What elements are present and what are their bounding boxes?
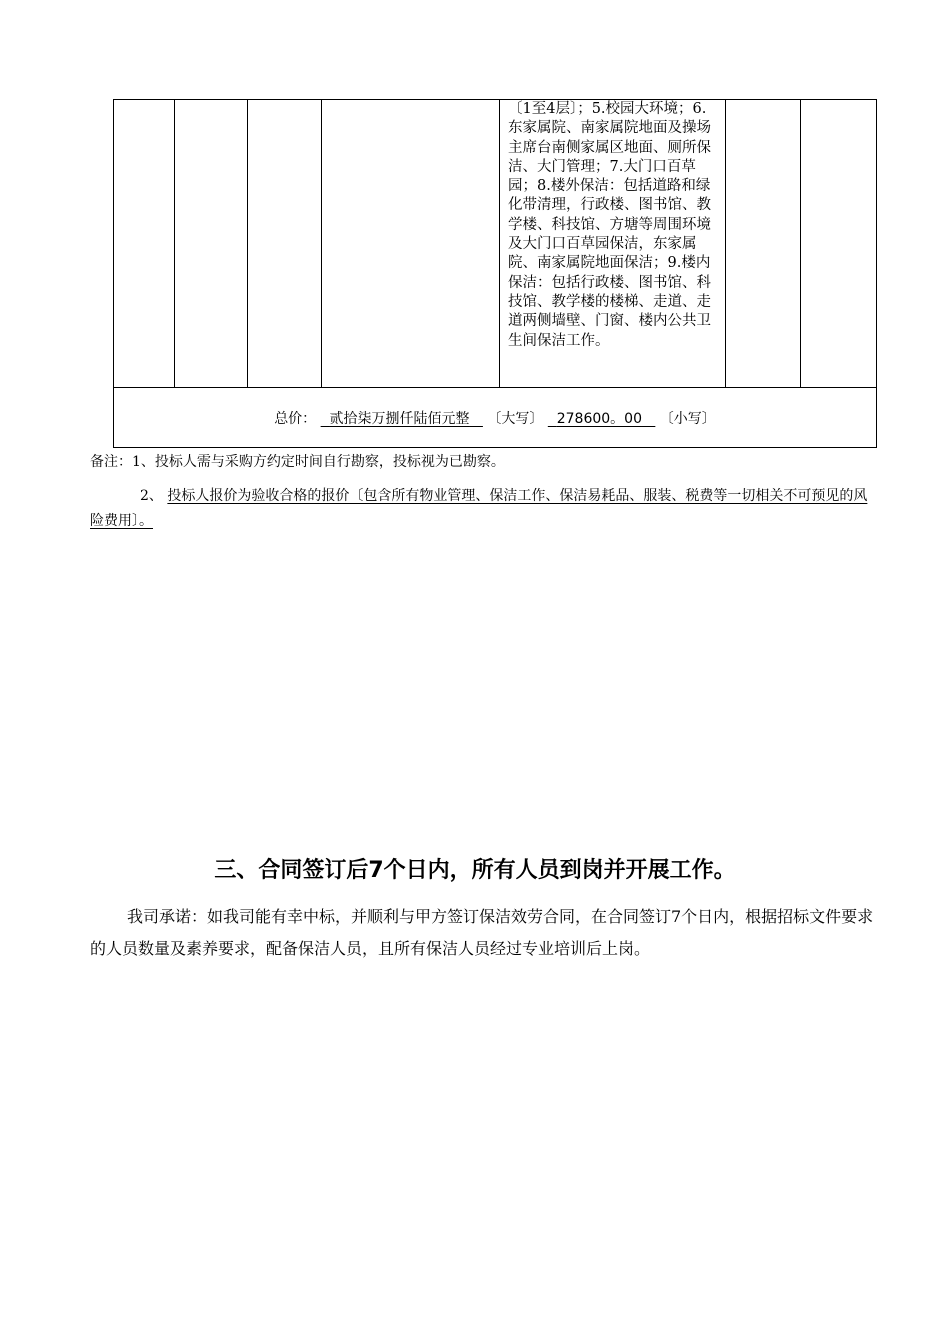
total-price-cell [114, 388, 877, 448]
service-description-cell: 〔1至4层〕；5.校园大环境；6.东家属院、南家属院地面及操场主席台南侧家属区地面、厕所保洁、大门管理；7.大门口百草园；8.楼外保洁：包括道路和绿化带清理，行政楼、图书馆、教学楼、科技馆、方塘等周围环境及大门口百草园保洁，东家属院、南家属院地面保洁；9.楼内保洁：包括行政楼、图书馆、科技馆、教学楼的楼梯、走道、走道两侧墙壁、门窗、楼内公共卫生间保洁工作。 [500, 100, 726, 388]
table-cell [322, 100, 500, 388]
section-paragraph: 我司承诺：如我司能有幸中标，并顺利与甲方签订保洁效劳合同，在合同签订7个日内，根据招标文件要求的人员数量及素养要求，配备保洁人员，且所有保洁人员经过专业培训后上岗。 [90, 907, 874, 958]
table-cell [175, 100, 248, 388]
note-2-text: 投标人报价为验收合格的报价〔包含所有物业管理、保洁工作、保洁易耗品、服装、税费等一切相关不可预见的风险费用〕。 [90, 488, 868, 529]
lower-note: 〔小写〕 [659, 410, 716, 427]
table-row [114, 100, 877, 388]
upper-note: 〔大写〕 [487, 410, 544, 427]
note-1: 备注：1、投标人需与采购方约定时间自行勘察，投标视为已勘察。 [90, 454, 505, 470]
table-cell [114, 100, 175, 388]
total-upper-amount: 贰拾柒万捌仟陆佰元整 [329, 410, 470, 427]
table-cell [248, 100, 322, 388]
quote-table [113, 99, 877, 448]
total-label: 总价： [274, 410, 317, 427]
table-cell [726, 100, 801, 388]
table-cell [801, 100, 877, 388]
section-heading: 三、合同签订后7个日内，所有人员到岗并开展工作。 [214, 858, 736, 883]
total-price-row [114, 388, 877, 448]
note-2 [90, 484, 880, 534]
total-lower-amount: 278600。00 [556, 410, 642, 427]
note-2-prefix: 2、 [140, 488, 163, 504]
